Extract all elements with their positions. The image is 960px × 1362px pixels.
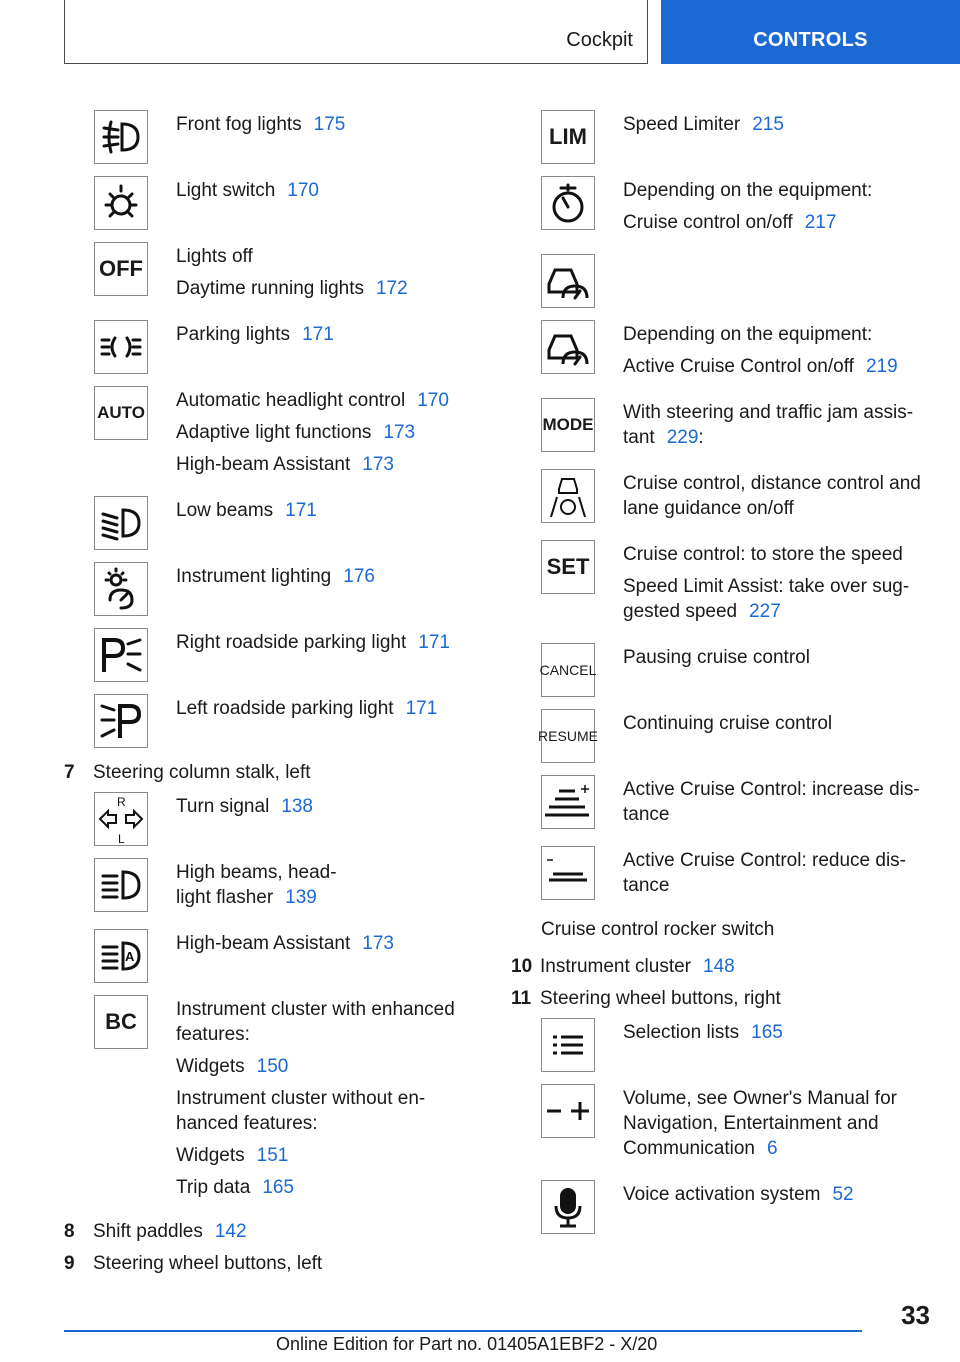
symbol-descriptions xyxy=(176,858,474,917)
edition-note: Online Edition for Part no. 01405A1EBF2 - X/20 xyxy=(276,1334,658,1354)
wheel-items-list xyxy=(541,1018,931,1234)
active-cruise-icon xyxy=(541,254,595,308)
symbol-descriptions xyxy=(176,628,474,662)
page-ref[interactable]: 142 xyxy=(214,1221,247,1242)
description-line: High beams, head- light flasher 139 xyxy=(176,862,337,908)
page-ref[interactable]: 171 xyxy=(418,632,450,653)
section-title: Cockpit xyxy=(566,29,633,51)
page-ref[interactable]: 173 xyxy=(383,422,416,443)
page-ref[interactable]: 139 xyxy=(285,887,317,908)
description-line: Voice activation system 52 xyxy=(623,1184,854,1205)
icon-label: LIM xyxy=(549,124,587,149)
chapter-title: CONTROLS xyxy=(753,29,868,51)
page-ref[interactable]: 227 xyxy=(749,601,781,622)
symbol-row xyxy=(94,628,474,682)
symbol-descriptions xyxy=(176,496,474,530)
description-line: Speed Limiter 215 xyxy=(623,114,784,135)
page-ref[interactable]: 173 xyxy=(362,933,394,954)
symbol-descriptions xyxy=(623,1084,931,1168)
description-line: Front fog lights 175 xyxy=(176,114,346,135)
rocker-switch-label: Cruise control rocker switch xyxy=(541,919,775,940)
footer-divider xyxy=(64,1330,862,1332)
symbol-row xyxy=(541,846,931,905)
microphone-icon xyxy=(541,1180,595,1234)
symbol-row xyxy=(541,110,931,164)
high-beams-icon xyxy=(94,858,148,912)
mode-icon xyxy=(541,398,595,452)
description-line: With steering and traffic jam assis- tant 229: xyxy=(623,402,914,448)
svg-text:A: A xyxy=(125,949,135,964)
high-beam-assistant-icon xyxy=(94,929,148,983)
off-icon xyxy=(94,242,148,296)
selection-list-icon xyxy=(541,1018,595,1072)
svg-text:L: L xyxy=(118,832,125,844)
description-line: Widgets 151 xyxy=(176,1145,289,1166)
symbol-row xyxy=(94,496,474,550)
description-line: Trip data 165 xyxy=(176,1177,294,1198)
symbol-descriptions xyxy=(176,995,474,1207)
page-ref[interactable]: 175 xyxy=(313,114,346,135)
right-parking-light-icon xyxy=(94,628,148,682)
symbol-row xyxy=(94,242,474,308)
page-number: 33 xyxy=(901,1300,930,1330)
description-line: Active Cruise Control: increase dis- tance xyxy=(623,779,920,825)
symbol-descriptions xyxy=(623,709,931,743)
symbol-descriptions xyxy=(623,540,931,631)
volume-icon xyxy=(541,1084,595,1138)
symbol-descriptions xyxy=(623,176,931,242)
description-line: Instrument cluster with enhanced features: xyxy=(176,999,455,1045)
description-line: Continuing cruise control xyxy=(623,713,833,734)
item-7: 7 Steering column stalk, left xyxy=(64,762,311,783)
page-ref[interactable]: 172 xyxy=(375,278,408,299)
left-column xyxy=(64,110,474,1283)
symbol-row xyxy=(538,709,931,763)
description-line: Turn signal 138 xyxy=(176,796,313,817)
symbol-row xyxy=(94,320,474,374)
description-line: Active Cruise Control: reduce dis- tance xyxy=(623,850,906,896)
svg-text:R: R xyxy=(117,795,126,809)
symbol-row xyxy=(94,929,474,983)
symbol-descriptions xyxy=(623,643,931,677)
symbol-descriptions xyxy=(176,386,474,484)
description-line: Selection lists 165 xyxy=(623,1022,783,1043)
description-line: Light switch 170 xyxy=(176,180,319,201)
light-items-list xyxy=(94,110,474,748)
icon-label: SET xyxy=(546,554,590,579)
page-ref[interactable]: 217 xyxy=(804,212,837,233)
symbol-descriptions xyxy=(623,254,931,256)
page-ref[interactable]: 229 xyxy=(666,427,699,448)
stalk-items-list xyxy=(94,792,474,1207)
symbol-descriptions xyxy=(176,242,474,308)
item-10: 10 Instrument cluster 148 xyxy=(511,956,735,977)
symbol-descriptions xyxy=(176,929,474,963)
icon-label: OFF xyxy=(99,256,143,281)
item-9: 9 Steering wheel buttons, left xyxy=(64,1253,323,1274)
page-ref[interactable]: 6 xyxy=(767,1138,778,1159)
distance-increase-icon xyxy=(541,775,595,829)
parking-lights-icon xyxy=(94,320,148,374)
symbol-descriptions xyxy=(176,110,474,144)
speed-limiter-icon xyxy=(541,110,595,164)
symbol-row xyxy=(541,643,931,697)
symbol-row xyxy=(541,540,931,631)
lane-guidance-icon xyxy=(541,469,595,523)
page-ref[interactable]: 219 xyxy=(865,356,898,377)
page-ref[interactable]: 170 xyxy=(287,180,319,201)
description-line: Volume, see Owner's Manual for Navigation, Entertainment and Communication 6 xyxy=(623,1088,897,1159)
icon-label: CANCEL xyxy=(539,662,597,678)
left-parking-light-icon xyxy=(94,694,148,748)
active-cruise-icon xyxy=(541,320,595,374)
description-line: Depending on the equipment: xyxy=(623,180,873,201)
page-ref[interactable]: 165 xyxy=(751,1022,783,1043)
description-line: Pausing cruise control xyxy=(623,647,810,668)
page-ref[interactable]: 171 xyxy=(302,324,334,345)
symbol-row xyxy=(94,176,474,230)
chapter-tab[interactable] xyxy=(661,0,960,64)
description-line: Speed Limit Assist: take over sug- gested speed 227 xyxy=(623,576,910,622)
description-line: Lights off xyxy=(176,246,253,267)
symbol-row xyxy=(541,176,931,242)
set-icon xyxy=(541,540,595,594)
page-ref[interactable]: 171 xyxy=(285,500,317,521)
icon-label: RESUME xyxy=(538,728,598,744)
symbol-descriptions xyxy=(176,694,474,728)
cruise-control-icon xyxy=(541,176,595,230)
symbol-descriptions xyxy=(176,792,474,826)
description-line: Widgets 150 xyxy=(176,1056,289,1077)
description-line: Active Cruise Control on/off 219 xyxy=(623,356,898,377)
symbol-row xyxy=(94,694,474,748)
auto-icon xyxy=(94,386,148,440)
symbol-row xyxy=(94,858,474,917)
page-ref[interactable]: 151 xyxy=(256,1145,289,1166)
symbol-row xyxy=(94,110,474,164)
description-line: Cruise control, distance control and lane guidance on/off xyxy=(623,473,921,519)
icon-label: AUTO xyxy=(97,403,145,422)
description-line: Left roadside parking light 171 xyxy=(176,698,438,719)
symbol-row xyxy=(541,1180,931,1234)
symbol-row xyxy=(541,398,931,457)
description-line: Cruise control on/off 217 xyxy=(623,212,837,233)
description-line: Automatic headlight control 170 xyxy=(176,390,449,411)
item-8: 8 Shift paddles 142 xyxy=(64,1221,247,1242)
turn-signal-icon xyxy=(94,792,148,846)
symbol-descriptions xyxy=(623,110,931,144)
cruise-items-list xyxy=(538,110,931,905)
cancel-icon xyxy=(541,643,595,697)
description-line: Instrument lighting 176 xyxy=(176,566,375,587)
bc-icon xyxy=(94,995,148,1049)
item-11: 11 Steering wheel buttons, right xyxy=(511,988,781,1009)
description-line: Daytime running lights 172 xyxy=(176,278,408,299)
description-line: High-beam Assistant 173 xyxy=(176,933,394,954)
description-line: Right roadside parking light 171 xyxy=(176,632,450,653)
page-ref[interactable]: 215 xyxy=(752,114,784,135)
icon-label: MODE xyxy=(542,415,594,434)
right-column xyxy=(511,110,931,1246)
description-line: Depending on the equipment: xyxy=(623,324,873,345)
description-line: Low beams 171 xyxy=(176,500,317,521)
symbol-row xyxy=(94,995,474,1207)
description-line: High-beam Assistant 173 xyxy=(176,454,394,475)
page-ref[interactable]: 176 xyxy=(343,566,375,587)
page-ref[interactable]: 171 xyxy=(405,698,438,719)
symbol-row xyxy=(541,254,931,308)
symbol-row xyxy=(541,1018,931,1072)
symbol-descriptions xyxy=(176,562,474,596)
symbol-row xyxy=(541,469,931,528)
page-ref[interactable]: 52 xyxy=(832,1184,854,1205)
icon-label: BC xyxy=(105,1009,137,1034)
description-line: Adaptive light functions 173 xyxy=(176,422,416,443)
symbol-descriptions xyxy=(623,775,931,834)
symbol-row xyxy=(541,320,931,386)
page-ref[interactable]: 173 xyxy=(362,454,394,475)
description-line: Parking lights 171 xyxy=(176,324,334,345)
symbol-descriptions xyxy=(623,320,931,386)
symbol-row xyxy=(94,792,474,846)
header-section-box xyxy=(64,0,648,64)
description-line: Cruise control: to store the speed xyxy=(623,544,903,565)
symbol-row xyxy=(541,1084,931,1168)
distance-decrease-icon xyxy=(541,846,595,900)
description-line: Instrument cluster without en- hanced features: xyxy=(176,1088,426,1134)
low-beams-icon xyxy=(94,496,148,550)
light-switch-icon xyxy=(94,176,148,230)
symbol-descriptions xyxy=(623,1180,931,1214)
symbol-descriptions xyxy=(623,469,931,528)
symbol-row xyxy=(541,775,931,834)
symbol-descriptions xyxy=(623,398,931,457)
page-ref[interactable]: 170 xyxy=(417,390,449,411)
symbol-descriptions xyxy=(623,1018,931,1052)
symbol-row xyxy=(94,562,474,616)
symbol-descriptions xyxy=(176,176,474,210)
instrument-lighting-icon xyxy=(94,562,148,616)
symbol-row xyxy=(94,386,474,484)
front-fog-light-icon xyxy=(94,110,148,164)
page-ref[interactable]: 165 xyxy=(262,1177,294,1198)
symbol-descriptions xyxy=(623,846,931,905)
page-ref[interactable]: 138 xyxy=(281,796,313,817)
page-ref[interactable]: 150 xyxy=(256,1056,289,1077)
page-ref[interactable]: 148 xyxy=(703,956,735,977)
symbol-descriptions xyxy=(176,320,474,354)
resume-icon xyxy=(538,709,598,763)
